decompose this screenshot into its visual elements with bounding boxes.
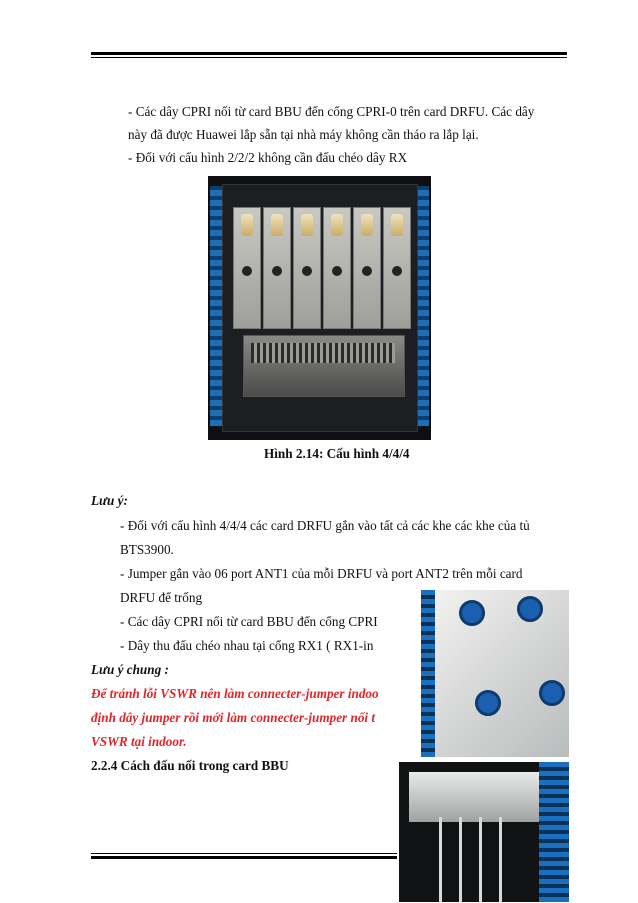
bottom-rule xyxy=(91,853,397,859)
note-line: DRFU để trống xyxy=(120,590,203,605)
connector-cap xyxy=(539,680,565,706)
paragraph-line: - Các dây CPRI nối từ card BBU đến cổng CPRI-0 trên card DRFU. Các dây xyxy=(128,104,535,119)
warning-line: Để tránh lỗi VSWR nên làm connecter-jumper indoo xyxy=(91,686,379,701)
drfu-module xyxy=(353,207,381,329)
cable-bundle xyxy=(539,762,569,902)
note-line: - Jumper gắn vào 06 port ANT1 của mỗi DRFU và port ANT2 trên mỗi card xyxy=(120,566,523,581)
rack-photo xyxy=(208,176,431,440)
drfu-module xyxy=(383,207,411,329)
paragraph-line: - Đối với cấu hình 2/2/2 không cần đấu chéo dây RX xyxy=(128,150,408,165)
drfu-closeup-photo xyxy=(421,590,569,757)
note-line: BTS3900. xyxy=(120,542,174,557)
note-line: - Dây thu đấu chéo nhau tại cổng RX1 ( RX1-in xyxy=(120,638,374,653)
note-line: - Đối với cấu hình 4/4/4 các card DRFU gắn vào tất cả các khe các khe của tủ xyxy=(120,518,530,533)
warning-line: VSWR tại indoor. xyxy=(91,734,187,749)
drfu-module xyxy=(293,207,321,329)
fiber-cable xyxy=(439,817,442,902)
connector-cap xyxy=(475,690,501,716)
warning-line: định dây jumper rồi mới làm connecter-jumper nối t xyxy=(91,710,376,725)
figure-caption: Hình 2.14: Cấu hình 4/4/4 xyxy=(264,446,410,461)
general-note-heading: Lưu ý chung : xyxy=(91,662,169,677)
drfu-module xyxy=(323,207,351,329)
top-rule xyxy=(91,52,567,58)
bbu-board xyxy=(409,772,559,822)
fiber-cable xyxy=(479,817,482,902)
drfu-panel xyxy=(435,590,569,757)
bbu-closeup-photo xyxy=(399,762,569,902)
fan-grill xyxy=(251,343,395,363)
fiber-cable xyxy=(499,817,502,902)
drfu-module xyxy=(263,207,291,329)
connector-cap xyxy=(517,596,543,622)
cable-bundle-right xyxy=(417,186,429,426)
connector-cap xyxy=(459,600,485,626)
rack-frame xyxy=(222,184,418,432)
note-line: - Các dây CPRI nối từ card BBU đến cổng CPRI xyxy=(120,614,378,629)
section-heading: 2.2.4 Cách đấu nối trong card BBU xyxy=(91,758,289,773)
drfu-module xyxy=(233,207,261,329)
fiber-cable xyxy=(459,817,462,902)
paragraph-line: này đã được Huawei lắp sẵn tại nhà máy không cần tháo ra lắp lại. xyxy=(128,127,479,142)
note-heading: Lưu ý: xyxy=(91,493,128,508)
